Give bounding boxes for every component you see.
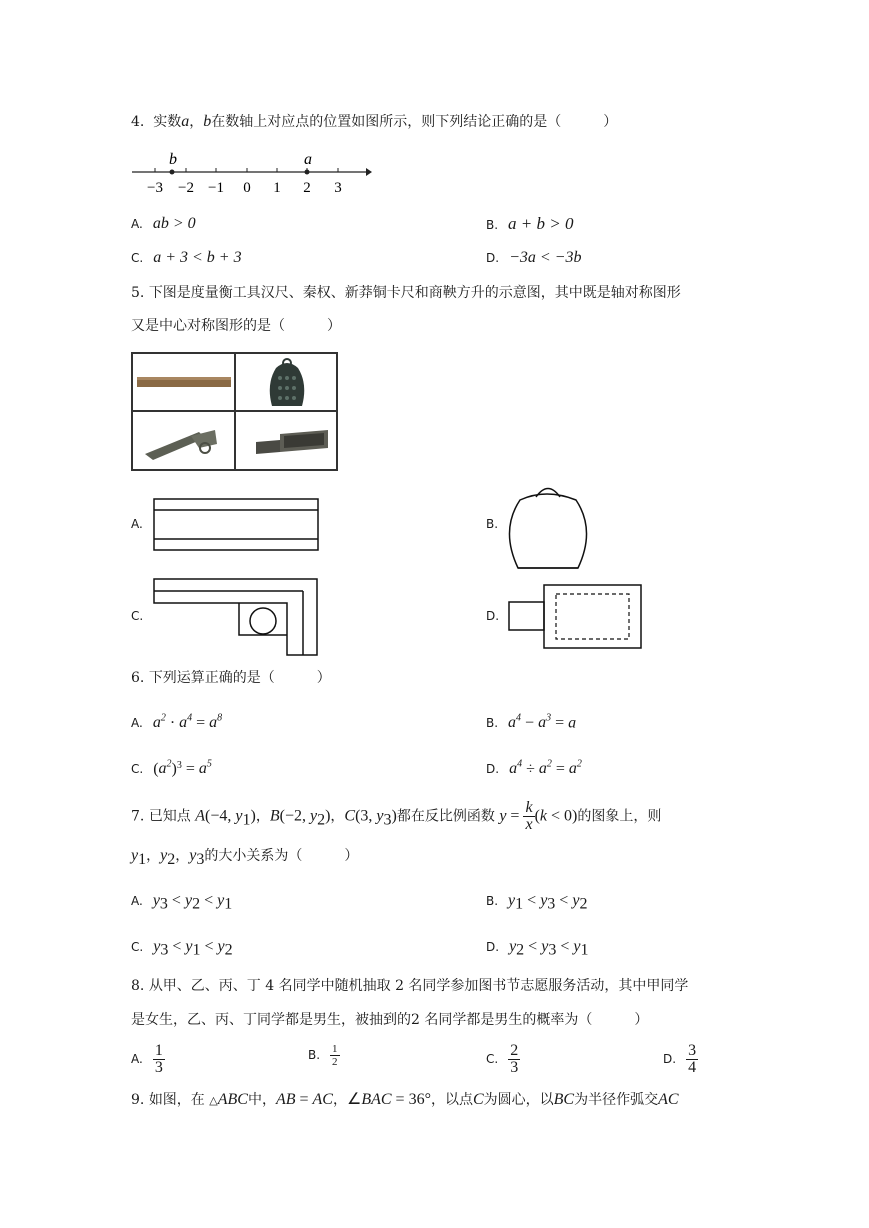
question-9-stem: 9. 如图，在 △ABC中，AB = AC，∠BAC = 36°，以点C为圆心，以BC为半径作弧交AC xyxy=(131,1091,679,1108)
q8-option-b[interactable]: B. $\frac{1}{2}$ xyxy=(308,1043,338,1068)
shang-yang-square-sheng-photo xyxy=(235,411,337,470)
q7-option-a[interactable]: A. $y_3 < y_2 < y_1$ xyxy=(131,892,233,913)
axis-tick-label: 2 xyxy=(303,180,311,196)
q7-option-d[interactable]: D. $y_2 < y_3 < y_1$ xyxy=(486,938,589,959)
axis-tick-label: −2 xyxy=(178,180,194,196)
q5-option-a-figure[interactable] xyxy=(153,498,321,554)
q4-option-c[interactable]: C. a + 3 < b + 3 xyxy=(131,249,242,266)
q7-option-c[interactable]: C. $y_3 < y_1 < y_2$ xyxy=(131,938,233,959)
measuring-tools-photo-grid xyxy=(131,352,338,471)
q7-option-b[interactable]: B. $y_1 < y_3 < y_2$ xyxy=(486,892,588,913)
axis-tick-label: 0 xyxy=(243,180,251,196)
q5-option-c-label[interactable]: C. xyxy=(131,609,144,623)
q5-option-c-figure[interactable] xyxy=(153,577,321,657)
axis-tick-label: 1 xyxy=(273,180,281,196)
point-b-label: b xyxy=(169,151,177,168)
q8-option-c[interactable]: C. $\frac{2}{3}$ xyxy=(486,1042,519,1076)
axis-tick-label: −1 xyxy=(208,180,224,196)
question-6-stem: 6. 下列运算正确的是（ ） xyxy=(131,670,331,686)
q6-option-a[interactable]: A. $a^2 \cdot a^4 = a^8$ xyxy=(131,713,223,732)
q5-option-d-label[interactable]: D. xyxy=(486,609,500,623)
number-line-figure xyxy=(128,146,373,198)
q4-option-a[interactable]: A. ab > 0 xyxy=(131,215,196,232)
q4-option-b[interactable]: B. a + b > 0 xyxy=(486,214,574,233)
q8-option-d[interactable]: D. $\frac{3}{4}$ xyxy=(663,1042,697,1076)
axis-tick-label: 3 xyxy=(334,180,342,196)
q6-option-b[interactable]: B. $a^4 - a^3 = a$ xyxy=(486,713,577,732)
q6-option-d[interactable]: D. $a^4 \div a^2 = a^2$ xyxy=(486,759,582,778)
question-7-stem-line1: 7. 已知点 A(−4, $y_1$)，B(−2, $y_2$)，C(3, $y_3$)都在反比例函数 y = $\frac{k}{x}$ (k < 0)的图象上，则 xyxy=(131,799,662,833)
q5-option-a-label[interactable]: A. xyxy=(131,517,143,531)
bronze-caliper-photo xyxy=(132,411,235,470)
question-5-stem-line1: 5. 下图是度量衡工具汉尺、秦权、新莽铜卡尺和商鞅方升的示意图，其中既是轴对称图形 xyxy=(131,285,681,301)
q8-option-a[interactable]: A. $\frac{1}{3}$ xyxy=(131,1042,163,1076)
q6-option-c[interactable]: C. $(a^2)^3 = a^5$ xyxy=(131,759,212,778)
question-8-stem-line1: 8. 从甲、乙、丙、丁 4 名同学中随机抽取 2 名同学参加图书节志愿服务活动，其中甲同学 xyxy=(131,978,689,994)
q5-option-d-figure[interactable] xyxy=(508,584,644,650)
q5-option-b-label[interactable]: B. xyxy=(486,517,499,531)
question-4-stem: 4. 实数a，b在数轴上对应点的位置如图所示，则下列结论正确的是（ ） xyxy=(131,113,618,130)
q4-option-d[interactable]: D. −3a < −3b xyxy=(486,249,582,266)
han-ruler-photo xyxy=(132,353,235,411)
q5-option-b-figure[interactable] xyxy=(506,484,590,570)
question-7-stem-line2: $y_1$，$y_2$，$y_3$的大小关系为（ ） xyxy=(131,847,359,868)
question-5-stem-line2: 又是中心对称图形的是（ ） xyxy=(131,318,341,334)
point-a-label: a xyxy=(304,151,312,168)
question-8-stem-line2: 是女生，乙、丙、丁同学都是男生，被抽到的2 名同学都是男生的概率为（ ） xyxy=(131,1012,649,1028)
axis-tick-label: −3 xyxy=(147,180,163,196)
qin-weight-photo xyxy=(235,353,337,411)
